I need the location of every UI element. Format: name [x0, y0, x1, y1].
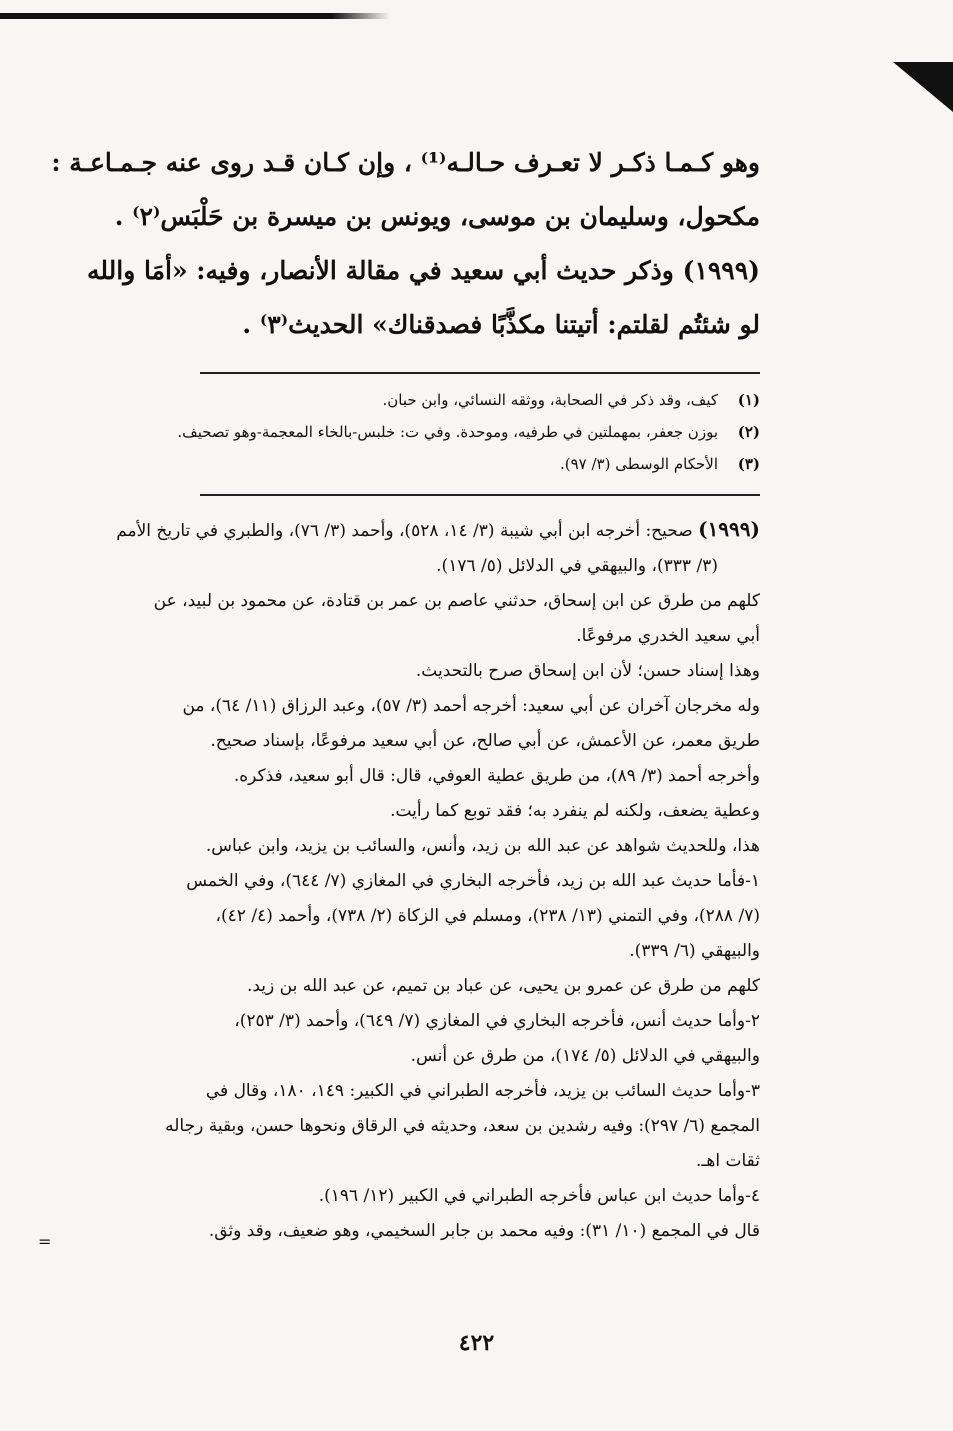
takhrij-number: (١٩٩٩) — [698, 517, 760, 541]
footnote-text: الأحكام الوسطى (٣/ ٩٧). — [559, 455, 718, 473]
takhrij-divider — [200, 494, 760, 496]
para1-line2: مكحول، وسليمان بن موسى، ويونس بن ميسرة بن حَلْبَس⁽٢⁾ . — [114, 202, 760, 231]
takhrij-line: ٢-وأما حديث أنس، فأخرجه البخاري في المغازي (٧/ ٦٤٩)، وأحمد (٣/ ٢٥٣)، — [234, 1011, 760, 1031]
takhrij-line: وأخرجه أحمد (٣/ ٨٩)، من طريق عطية العوفي، قال: قال أبو سعيد، فذكره. — [233, 766, 760, 786]
footnote-text: كيف، وقد ذكر في الصحابة، ووثقه النسائي، وابن حبان. — [382, 391, 718, 409]
takhrij-section — [50, 512, 760, 1249]
takhrij-line: ٣-وأما حديث السائب بن يزيد، فأخرجه الطبراني في الكبير: ١٤٩، ١٨٠، وقال في — [205, 1081, 760, 1101]
footnote-number: (١) — [737, 391, 760, 409]
continuation-mark: = — [38, 1232, 52, 1251]
para2-line2: لو شئتُم لقلتم: أتيتنا مكذَّبًا فصدقناك» الحديث⁽٣⁾ . — [242, 310, 760, 339]
takhrij-line: وهذا إسناد حسن؛ لأن ابن إسحاق صرح بالتحديث. — [415, 661, 760, 681]
corner-fold-mark — [893, 62, 953, 112]
takhrij-line: أبي سعيد الخدري مرفوعًا. — [576, 626, 760, 646]
para1-line1: وهو كـمـا ذكـر لا تعـرف حـالـه⁽¹⁾ ، وإن كـان قـد روى عنه جـمـاعـة : — [51, 148, 760, 177]
para2-line1-text: وذكر حديث أبي سعيد في مقالة الأنصار، وفيه: «أمَا والله — [86, 256, 674, 285]
takhrij-line: ثقات اهـ. — [696, 1151, 760, 1171]
footnote-number: (٢) — [737, 423, 760, 441]
para2-line1 — [38, 244, 760, 298]
takhrij-line: (٣/ ٣٣٣)، والبيهقي في الدلائل (٥/ ١٧٦). — [436, 556, 718, 576]
footnote-text: بوزن جعفر، بمهملتين في طرفيه، وموحدة. وفي ت: خلبس-بالخاء المعجمة-وهو تصحيف. — [177, 423, 718, 441]
takhrij-line: والبيهقي (٦/ ٣٣٩). — [629, 941, 760, 961]
takhrij-line: (٧/ ٢٨٨)، وفي التمني (١٣/ ٢٣٨)، ومسلم في الزكاة (٢/ ٧٣٨)، وأحمد (٤/ ٤٢)، — [215, 906, 760, 926]
hadith-number: (١٩٩٩) — [682, 256, 760, 285]
takhrij-line: هذا، وللحديث شواهد عن عبد الله بن زيد، وأنس، والسائب بن يزيد، وابن عباس. — [205, 836, 760, 856]
takhrij-line: كلهم من طرق عن ابن إسحاق، حدثني عاصم بن عمر بن قتادة، عن محمود بن لبيد، عن — [153, 591, 760, 611]
takhrij-line: قال في المجمع (١٠/ ٣١): وفيه محمد بن جابر السخيمي، وهو ضعيف، وقد وثق. — [208, 1221, 760, 1241]
footnote-divider — [200, 372, 760, 374]
takhrij-line: كلهم من طرق عن عمرو بن يحيى، عن عباد بن تميم، عن عبد الله بن زيد. — [246, 976, 760, 996]
page-number: ٤٢٢ — [458, 1330, 495, 1356]
takhrij-line: والبيهقي في الدلائل (٥/ ١٧٤)، من طرق عن أنس. — [410, 1046, 760, 1066]
footnote-item — [38, 384, 760, 416]
takhrij-first-text: صحيح: أخرجه ابن أبي شيبة (٣/ ١٤، ٥٢٨)، وأحمد (٣/ ٧٦)، والطبري في تاريخ الأمم — [116, 521, 693, 541]
scan-edge-bar — [0, 13, 390, 19]
footnote-number: (٣) — [737, 455, 760, 473]
footnote-item — [38, 416, 760, 448]
takhrij-line: ٤-وأما حديث ابن عباس فأخرجه الطبراني في الكبير (١٢/ ١٩٦). — [318, 1186, 760, 1206]
takhrij-first-line — [50, 512, 760, 549]
takhrij-line: طريق معمر، عن الأعمش، عن أبي صالح، عن أبي سعيد مرفوعًا، بإسناد صحيح. — [210, 731, 760, 751]
takhrij-line: وله مخرجان آخران عن أبي سعيد: أخرجه أحمد (٣/ ٥٧)، وعبد الرزاق (١١/ ٦٤)، من — [182, 696, 760, 716]
footnotes — [38, 384, 760, 480]
takhrij-line: ١-فأما حديث عبد الله بن زيد، فأخرجه البخاري في المغازي (٧/ ٦٤٤)، وفي الخمس — [186, 871, 760, 891]
takhrij-line: المجمع (٦/ ٢٩٧): وفيه رشدين بن سعد، وحديثه في الرقاق ونحوها حسن، وبقية رجاله — [165, 1116, 760, 1136]
takhrij-line: وعطية يضعف، ولكنه لم ينفرد به؛ فقد توبع كما رأيت. — [390, 801, 760, 821]
footnote-item — [38, 448, 760, 480]
main-text — [38, 136, 760, 352]
